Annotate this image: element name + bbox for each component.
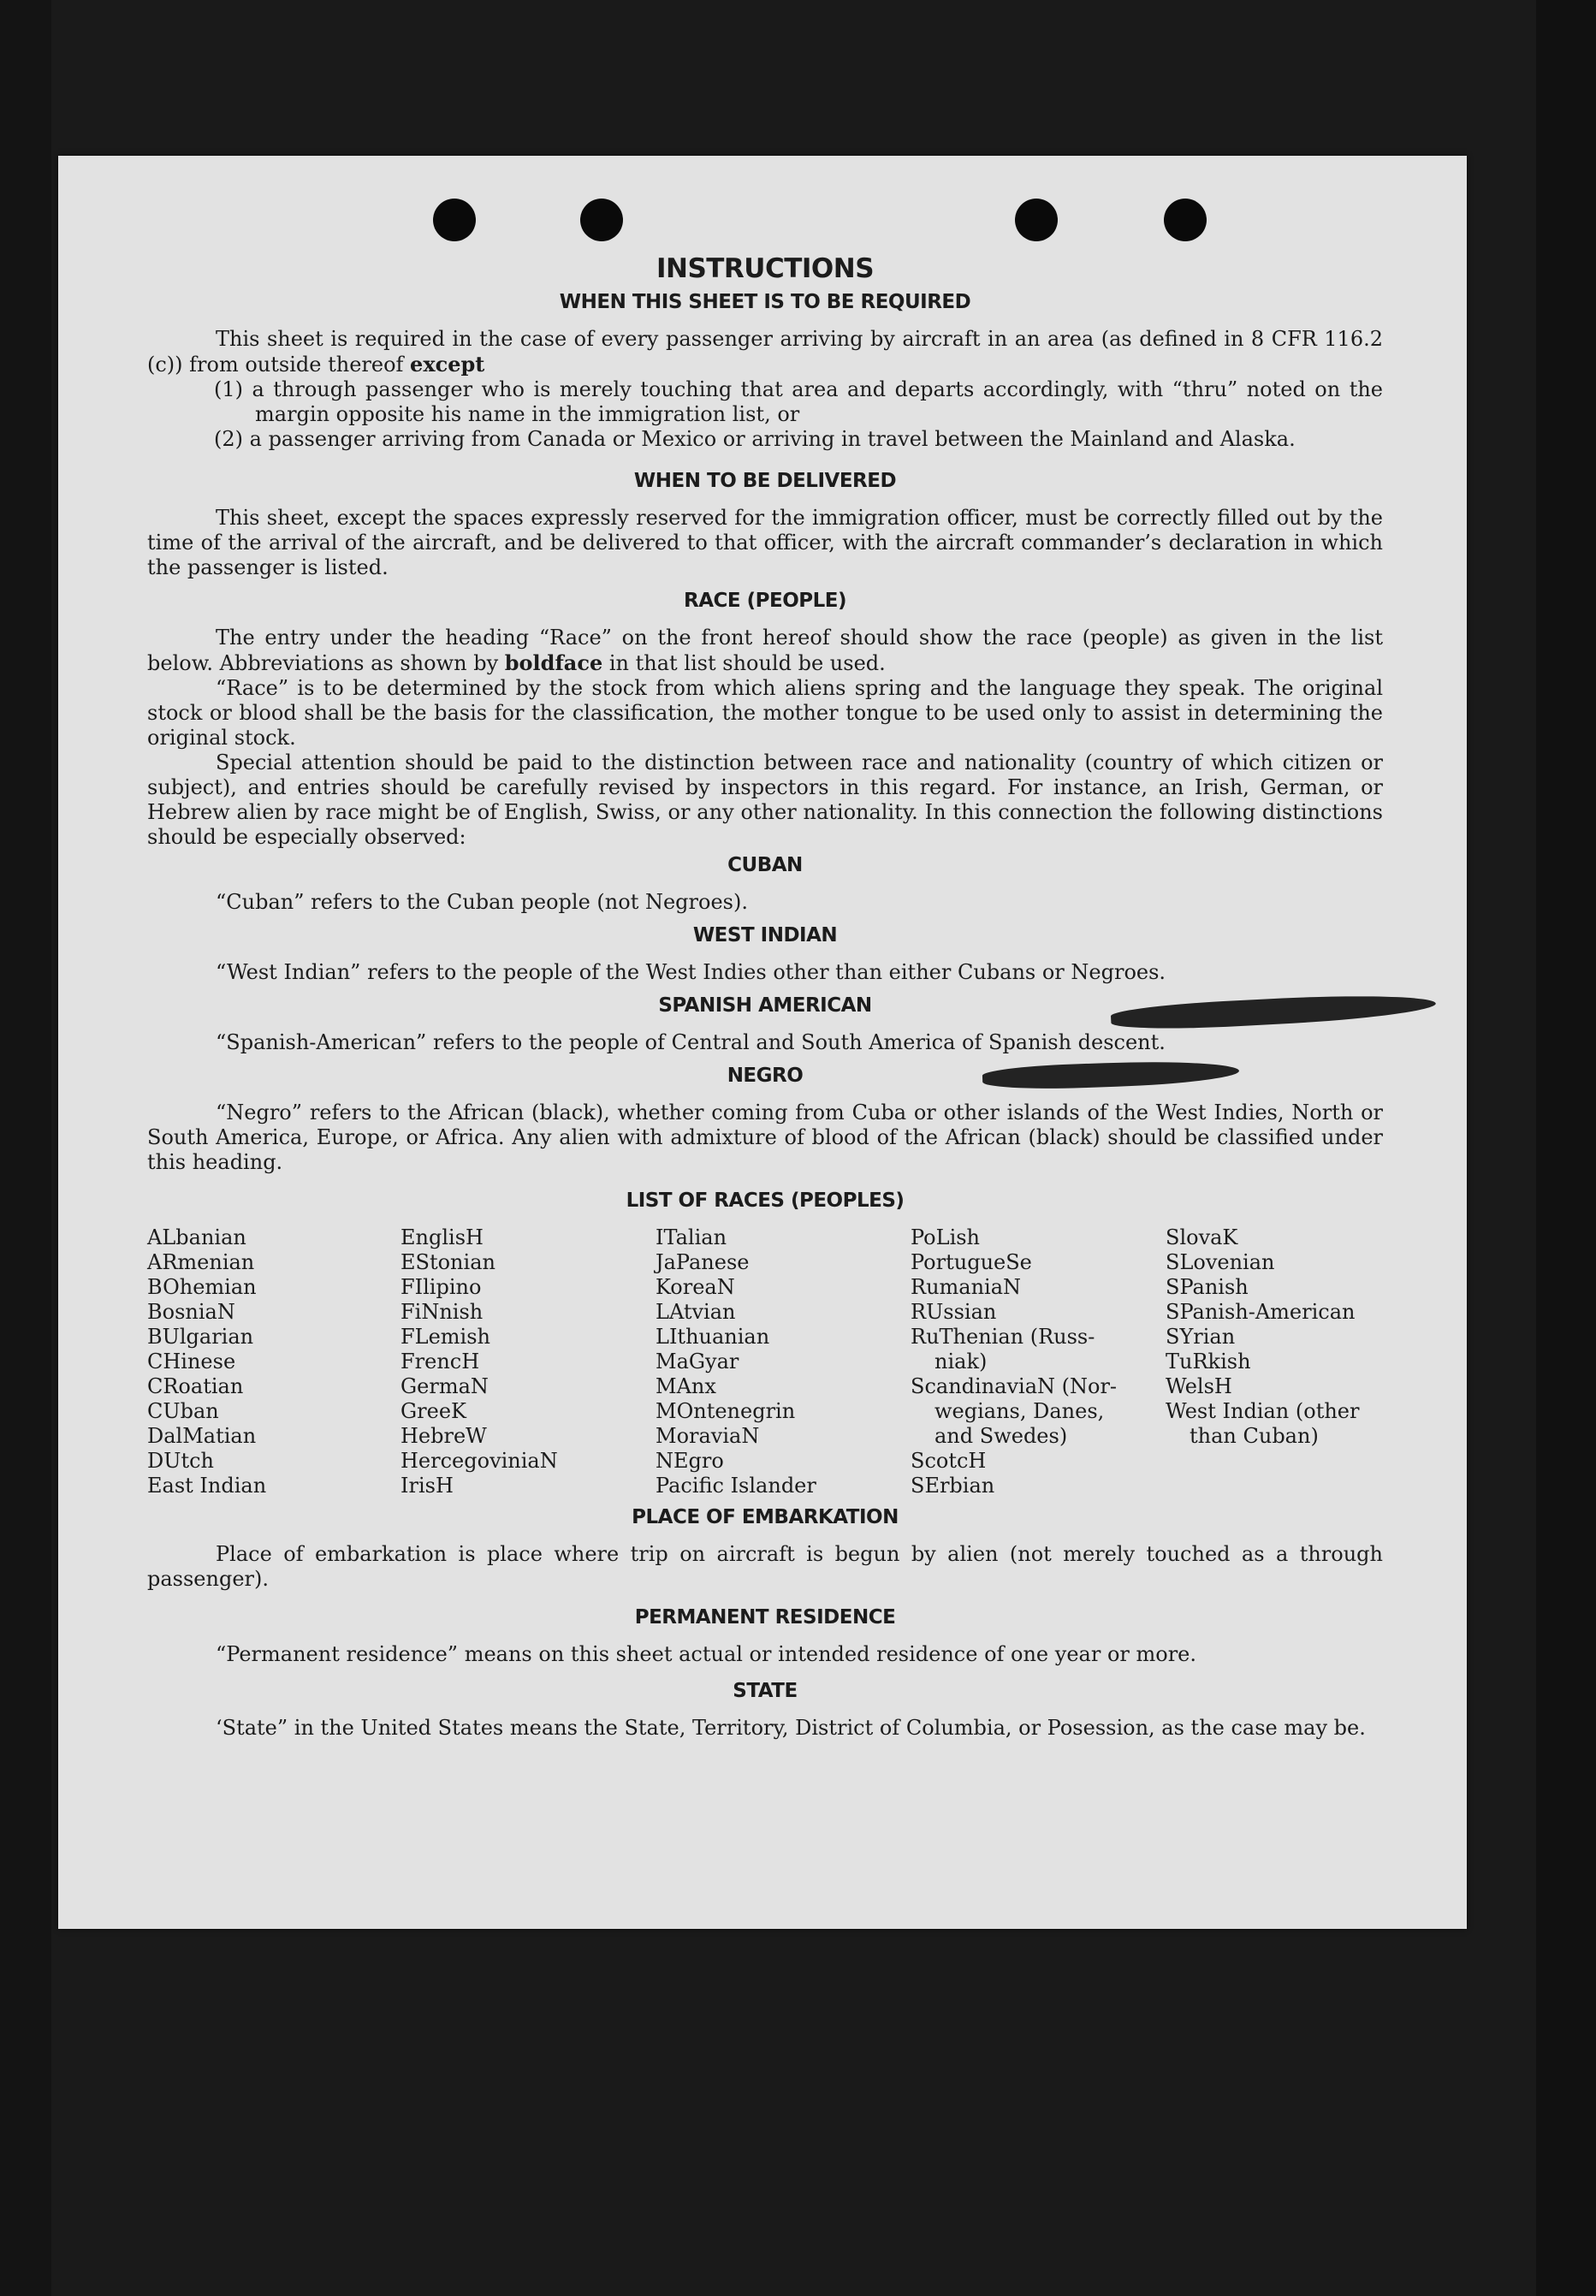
race-item: East Indian xyxy=(147,1474,267,1498)
paragraph-text: The entry under the heading “Race” on the front hereof should show the race (people) as given in the list below. Abbreviations as shown by xyxy=(147,626,1383,675)
race-item: BOhemian xyxy=(147,1275,257,1299)
punch-hole xyxy=(433,199,476,241)
race-item: ScotcH xyxy=(911,1449,987,1473)
scan-left-border xyxy=(0,0,51,2296)
scan-right-border xyxy=(1536,0,1596,2296)
bold-text: boldface xyxy=(504,650,603,675)
race-item: DalMatian xyxy=(147,1424,257,1448)
paragraph: “Negro” refers to the African (black), whether coming from Cuba or other islands of the West Indies, North or South America, Europe, or Africa. Any alien with admixture of blood of the African (black) should be classified under this heading. xyxy=(147,1101,1383,1174)
race-item: SPanish-American xyxy=(1166,1300,1356,1324)
race-item: LAtvian xyxy=(656,1300,736,1324)
numbered-item: (2) a passenger arriving from Canada or Mexico or arriving in travel between the Mainland and Alaska. xyxy=(214,427,1296,451)
race-item: SErbian xyxy=(911,1474,995,1498)
race-item: EStonian xyxy=(400,1250,495,1274)
paragraph: “Spanish-American” refers to the people of Central and South America of Spanish descent. xyxy=(216,1030,1166,1054)
race-item: EnglisH xyxy=(400,1225,484,1249)
race-item: BUlgarian xyxy=(147,1325,254,1349)
section-heading: WEST INDIAN xyxy=(692,924,838,946)
section-heading: WHEN TO BE DELIVERED xyxy=(633,470,897,492)
races-column xyxy=(400,1225,656,1498)
paragraph xyxy=(147,327,1383,377)
race-item: LIthuanian xyxy=(656,1325,770,1349)
race-item: FIlipino xyxy=(400,1275,482,1299)
race-item: ScandinaviaN (Nor- xyxy=(911,1374,1118,1398)
race-item: RUssian xyxy=(911,1300,997,1324)
numbered-item: (1) a through passenger who is merely touching that area and departs accordingly, with “thru” noted on the margin opposite his name in the immigration list, or xyxy=(214,377,1383,426)
race-item: CUban xyxy=(147,1399,219,1423)
race-item: MaGyar xyxy=(656,1350,739,1373)
race-item: SPanish xyxy=(1166,1275,1249,1299)
race-item: RumaniaN xyxy=(911,1275,1022,1299)
race-item: DUtch xyxy=(147,1449,215,1473)
race-item: MOntenegrin xyxy=(656,1399,796,1423)
section-heading: CUBAN xyxy=(727,854,803,876)
instructions-content xyxy=(147,253,1383,1741)
paragraph: ‘State” in the United States means the State, Territory, District of Columbia, or Posession, as the case may be. xyxy=(216,1716,1366,1740)
race-item: FiNnish xyxy=(400,1300,484,1324)
paragraph: “Permanent residence” means on this sheet actual or intended residence of one year or more. xyxy=(216,1642,1196,1666)
race-item: West Indian (other xyxy=(1166,1399,1360,1423)
race-item: SYrian xyxy=(1166,1325,1236,1349)
race-item: FrencH xyxy=(400,1350,480,1373)
section-heading: LIST OF RACES (PEOPLES) xyxy=(626,1190,905,1212)
paragraph: Place of embarkation is place where trip on aircraft is begun by alien (not merely touched as a through passenger). xyxy=(147,1542,1383,1591)
race-item: JaPanese xyxy=(656,1250,750,1274)
race-item: HebreW xyxy=(400,1424,487,1448)
paragraph-text: in that list should be used. xyxy=(608,651,886,675)
race-item: TuRkish xyxy=(1166,1350,1251,1373)
race-item: HercegoviniaN xyxy=(400,1449,558,1473)
race-item: PoLish xyxy=(911,1225,981,1249)
race-item: FLemish xyxy=(400,1325,490,1349)
race-item: SlovaK xyxy=(1166,1225,1238,1249)
race-item: IrisH xyxy=(400,1474,454,1498)
race-item: ALbanian xyxy=(147,1225,246,1249)
race-item: GermaN xyxy=(400,1374,489,1398)
race-item: MoraviaN xyxy=(656,1424,760,1448)
races-column xyxy=(147,1225,400,1498)
punch-hole xyxy=(1015,199,1058,241)
race-item: CRoatian xyxy=(147,1374,244,1398)
section-heading: WHEN THIS SHEET IS TO BE REQUIRED xyxy=(559,291,971,313)
section-heading: RACE (PEOPLE) xyxy=(684,590,846,612)
paragraph: “Race” is to be determined by the stock from which aliens spring and the language they speak. The original stock or blood shall be the basis for the classification, the mother tongue to be used only to assist in determining the original stock. xyxy=(147,676,1383,750)
paragraph: This sheet, except the spaces expressly reserved for the immigration officer, must be correctly filled out by the time of the arrival of the aircraft, and be delivered to that officer, with the aircraft commander’s declaration in which the passenger is listed. xyxy=(147,506,1383,579)
race-item: than Cuban) xyxy=(1190,1424,1319,1448)
races-list xyxy=(147,1225,1383,1498)
bold-text: except xyxy=(410,352,485,377)
race-item: WelsH xyxy=(1166,1374,1232,1398)
page-title: INSTRUCTIONS xyxy=(656,253,875,284)
race-item: ARmenian xyxy=(147,1250,255,1274)
race-item: CHinese xyxy=(147,1350,236,1373)
race-item: and Swedes) xyxy=(934,1424,1068,1448)
races-column xyxy=(656,1225,911,1498)
paragraph: “Cuban” refers to the Cuban people (not Negroes). xyxy=(216,890,748,914)
race-item: BosniaN xyxy=(147,1300,235,1324)
section-heading: NEGRO xyxy=(727,1065,804,1087)
punch-hole xyxy=(1164,199,1207,241)
races-column xyxy=(911,1225,1166,1498)
race-item: MAnx xyxy=(656,1374,716,1398)
paragraph xyxy=(147,626,1383,676)
race-item: GreeK xyxy=(400,1399,466,1423)
paragraph-text: This sheet is required in the case of every passenger arriving by aircraft in an area (as defined in 8 CFR 116.2 (c)) from outside thereof xyxy=(147,327,1383,377)
section-heading: PLACE OF EMBARKATION xyxy=(632,1506,899,1528)
race-item: PortugueSe xyxy=(911,1250,1032,1274)
races-column xyxy=(1166,1225,1383,1498)
section-heading: PERMANENT RESIDENCE xyxy=(634,1606,896,1629)
document-page xyxy=(58,156,1467,1929)
paragraph: Special attention should be paid to the distinction between race and nationality (country of which citizen or subject), and entries should be carefully revised by inspectors in this regard. For instance, an Irish, German, or Hebrew alien by race might be of English, Swiss, or any other nationality. In this connection the following distinctions should be especially observed: xyxy=(147,751,1383,849)
race-item: KoreaN xyxy=(656,1275,735,1299)
race-item: wegians, Danes, xyxy=(934,1399,1105,1423)
race-item: niak) xyxy=(934,1350,988,1373)
punch-hole xyxy=(580,199,623,241)
paragraph: “West Indian” refers to the people of the West Indies other than either Cubans or Negroes. xyxy=(216,960,1166,984)
race-item: NEgro xyxy=(656,1449,724,1473)
section-heading: SPANISH AMERICAN xyxy=(658,994,872,1017)
race-item: RuThenian (Russ- xyxy=(911,1325,1095,1349)
race-item: ITalian xyxy=(656,1225,727,1249)
race-item: Pacific Islander xyxy=(656,1474,816,1498)
race-item: SLovenian xyxy=(1166,1250,1275,1274)
section-heading: STATE xyxy=(733,1680,798,1702)
